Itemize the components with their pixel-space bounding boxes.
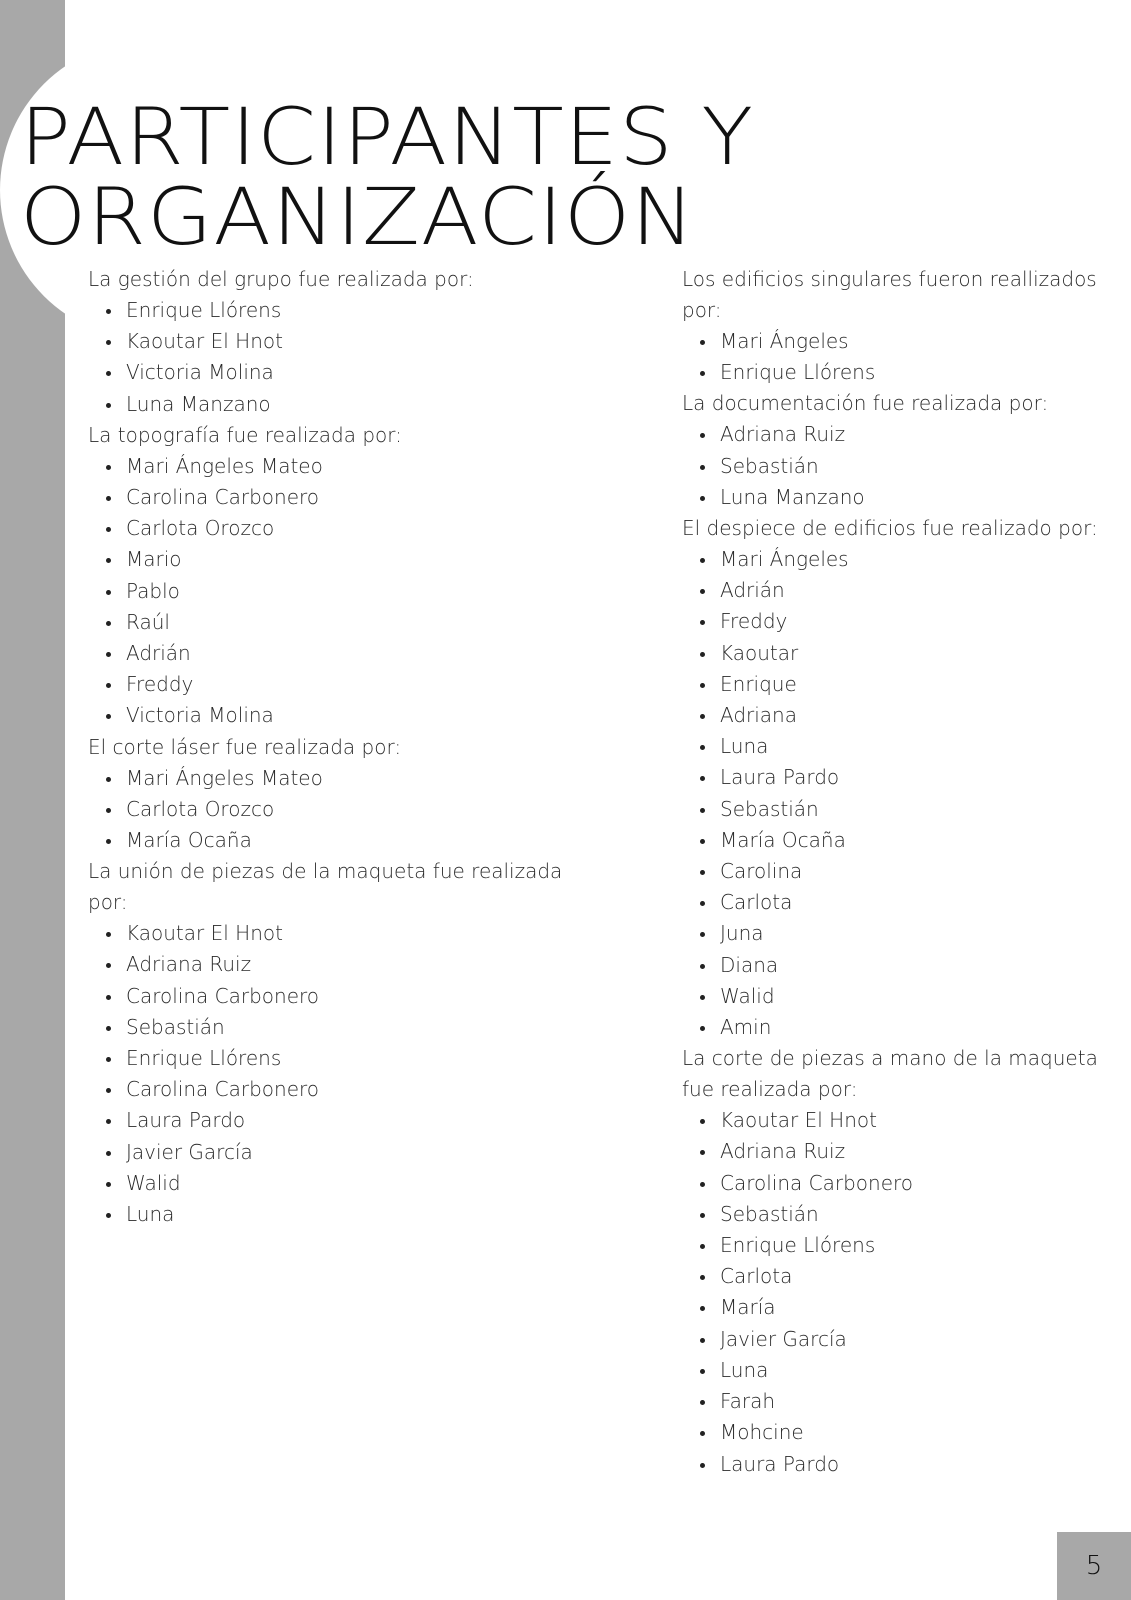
participant-name: Walid: [88, 1168, 588, 1199]
participant-list: [88, 918, 588, 1230]
page-number: 5: [1085, 1551, 1103, 1581]
participant-name: Adriana Ruiz: [682, 1136, 1122, 1167]
participant-list: [88, 763, 588, 857]
participant-name: Freddy: [88, 669, 588, 700]
participant-list: [682, 419, 1122, 513]
participant-name: Sebastián: [88, 1012, 588, 1043]
participant-name: Diana: [682, 950, 1122, 981]
participant-name: Laura Pardo: [682, 762, 1122, 793]
participant-name: Mari Ángeles Mateo: [88, 763, 588, 794]
participant-name: Adrián: [88, 638, 588, 669]
participant-name: Raúl: [88, 607, 588, 638]
participant-name: Carlota Orozco: [88, 794, 588, 825]
participant-name: Mari Ángeles: [682, 544, 1122, 575]
participant-name: Carlota Orozco: [88, 513, 588, 544]
participant-name: Amin: [682, 1012, 1122, 1043]
participant-name: Kaoutar El Hnot: [88, 918, 588, 949]
page-title: [20, 93, 755, 263]
participant-name: Carlota: [682, 1261, 1122, 1292]
participant-name: Laura Pardo: [88, 1105, 588, 1136]
participant-name: María: [682, 1292, 1122, 1323]
participant-name: Carolina Carbonero: [88, 482, 588, 513]
section-heading: Los edificios singulares fueron reallizados por:: [682, 267, 1097, 322]
participant-name: Enrique Llórens: [682, 357, 1122, 388]
right-column: [682, 264, 1122, 1480]
participant-name: Luna: [682, 1355, 1122, 1386]
title-line-2: ORGANIZACIÓN: [20, 173, 696, 263]
participant-list: [682, 326, 1122, 388]
participant-name: Freddy: [682, 606, 1122, 637]
participant-list: [88, 295, 588, 420]
participant-name: Victoria Molina: [88, 700, 588, 731]
participant-name: Kaoutar El Hnot: [682, 1105, 1122, 1136]
participant-name: Mari Ángeles Mateo: [88, 451, 588, 482]
participant-name: Enrique Llórens: [88, 295, 588, 326]
participant-name: Kaoutar El Hnot: [88, 326, 588, 357]
participant-name: Carolina Carbonero: [682, 1168, 1122, 1199]
participant-name: Farah: [682, 1386, 1122, 1417]
participant-name: Adriana: [682, 700, 1122, 731]
participant-name: Adriana Ruiz: [88, 949, 588, 980]
participant-name: Juna: [682, 918, 1122, 949]
participant-name: Mari Ángeles: [682, 326, 1122, 357]
section-heading: La corte de piezas a mano de la maqueta fue realizada por:: [682, 1046, 1098, 1102]
participant-name: Sebastián: [682, 451, 1122, 482]
participant-name: Carolina Carbonero: [88, 981, 588, 1012]
section-heading: El despiece de edificios fue realizado por:: [682, 516, 1098, 541]
participant-name: Kaoutar: [682, 638, 1122, 669]
participant-name: Luna: [682, 731, 1122, 762]
participant-name: Adriana Ruiz: [682, 419, 1122, 450]
section-heading: La topografía fue realizada por:: [88, 422, 402, 447]
participant-name: Pablo: [88, 576, 588, 607]
left-column: [88, 264, 588, 1230]
participant-name: Luna Manzano: [88, 389, 588, 420]
participant-name: Carolina: [682, 856, 1122, 887]
participant-name: Luna: [88, 1199, 588, 1230]
page-number-box: [1057, 1532, 1131, 1600]
participant-name: Sebastián: [682, 794, 1122, 825]
participant-name: María Ocaña: [88, 825, 588, 856]
participant-name: Victoria Molina: [88, 357, 588, 388]
participant-name: Enrique Llórens: [88, 1043, 588, 1074]
participant-list: [682, 1105, 1122, 1479]
section-heading: La gestión del grupo fue realizada por:: [88, 267, 474, 291]
participant-name: Enrique Llórens: [682, 1230, 1122, 1261]
participant-name: Mohcine: [682, 1417, 1122, 1448]
participant-list: [682, 544, 1122, 1043]
participant-name: Walid: [682, 981, 1122, 1012]
participant-name: Carolina Carbonero: [88, 1074, 588, 1105]
participant-name: Sebastián: [682, 1199, 1122, 1230]
section-heading: La documentación fue realizada por:: [682, 391, 1049, 416]
section-heading: La unión de piezas de la maqueta fue realizada por:: [88, 859, 563, 915]
participant-name: Luna Manzano: [682, 482, 1122, 513]
participant-name: Javier García: [682, 1324, 1122, 1355]
participant-name: Laura Pardo: [682, 1449, 1122, 1480]
participant-name: Adrián: [682, 575, 1122, 606]
participant-name: Javier García: [88, 1137, 588, 1168]
title-line-1: PARTICIPANTES Y: [20, 93, 755, 183]
participant-name: Carlota: [682, 887, 1122, 918]
participant-name: Mario: [88, 544, 588, 575]
participant-name: Enrique: [682, 669, 1122, 700]
participant-name: María Ocaña: [682, 825, 1122, 856]
section-heading: El corte láser fue realizada por:: [88, 734, 402, 759]
participant-list: [88, 451, 588, 732]
